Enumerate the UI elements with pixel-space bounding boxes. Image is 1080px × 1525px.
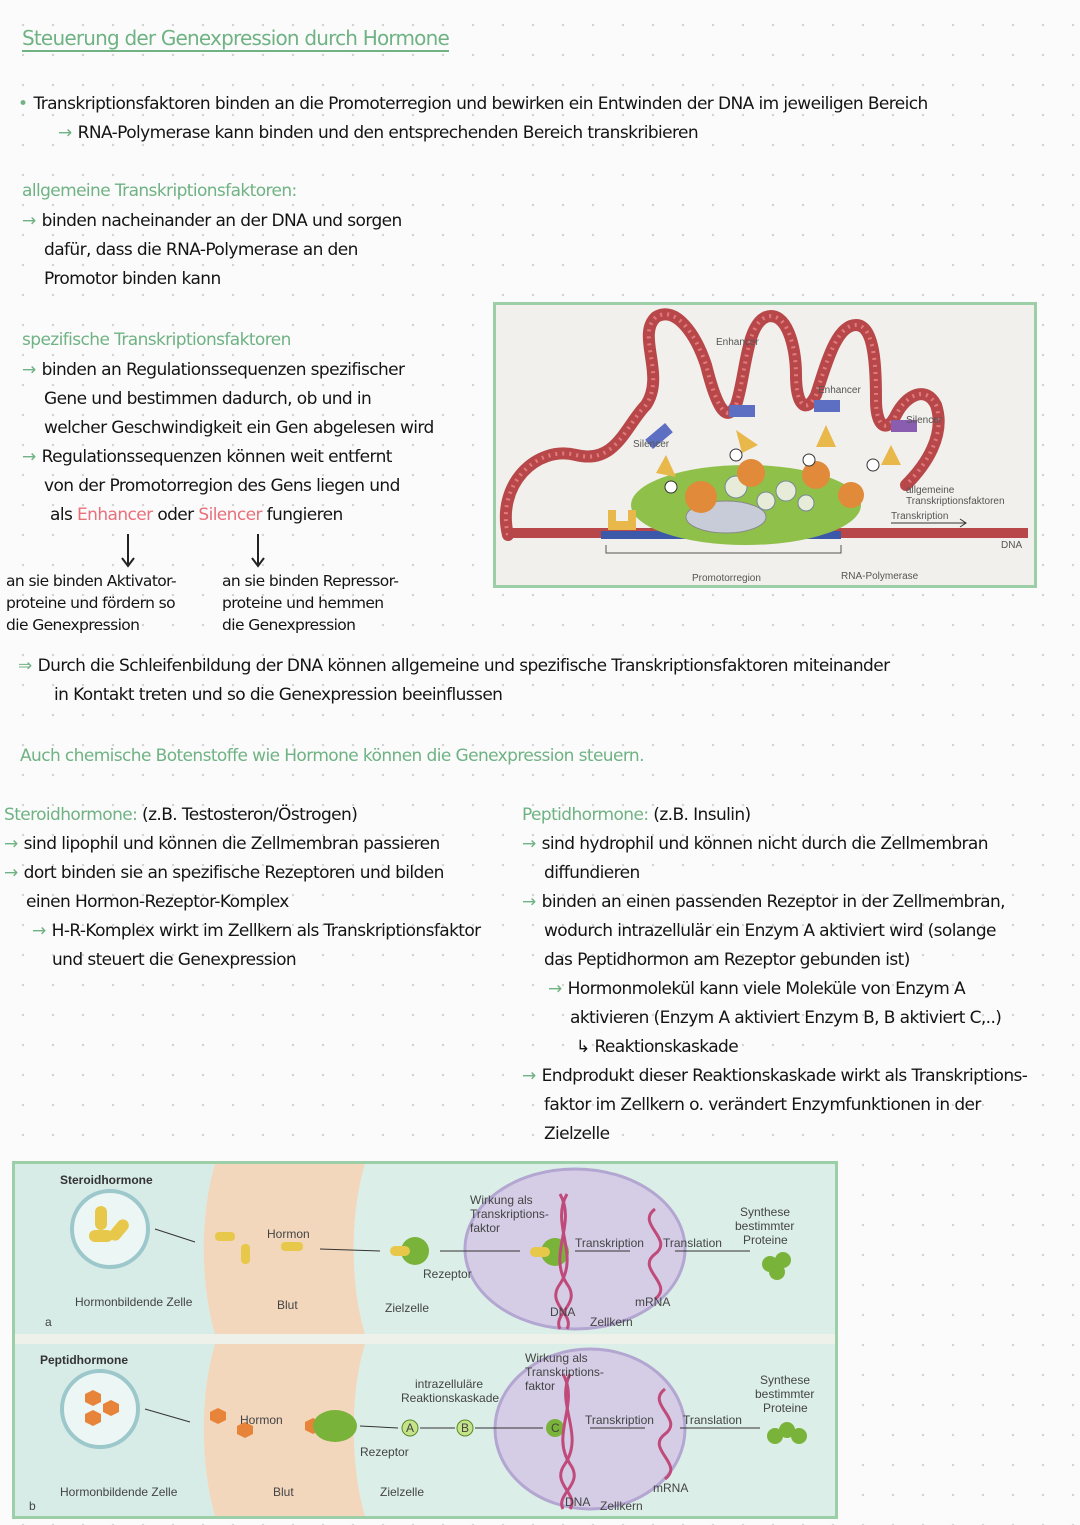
label-intrazellulaere: intrazelluläre <box>415 1377 484 1391</box>
label-hormonbildende-b: Hormonbildende Zelle <box>60 1485 178 1499</box>
label-blut-b: Blut <box>273 1485 294 1499</box>
intro-line-2: → RNA-Polymerase kann binden und den entsprechenden Bereich transkribieren <box>58 123 699 143</box>
hormone-figure <box>12 1161 838 1519</box>
label-wirkung-b-1: Wirkung als <box>525 1351 588 1365</box>
label-reaktionskaskade: Reaktionskaskade <box>401 1391 500 1405</box>
repressor-note: an sie binden Repressor- proteine und hemmen die Genexpression <box>222 572 399 634</box>
label-enzym-c: C <box>551 1421 560 1435</box>
label-transkription: Transkription <box>891 511 949 522</box>
silencer-word: Silencer <box>198 505 262 525</box>
enhancer-segment-2 <box>814 400 840 412</box>
label-promotorregion: Promotorregion <box>692 573 761 584</box>
label-letter-a: a <box>45 1315 52 1329</box>
label-hormon-a: Hormon <box>267 1227 310 1241</box>
label-transkription-b: Transkription <box>585 1413 654 1427</box>
label-zielzelle-a: Zielzelle <box>385 1301 430 1315</box>
label-transkription-a: Transkription <box>575 1236 644 1250</box>
conclusion: ⇒ Durch die Schleifenbildung der DNA können allgemeine und spezifische Transkriptionsfaktoren miteinander in Kontakt treten und so die Genexpression beeinflussen <box>18 656 890 705</box>
enhancer-segment-1 <box>729 405 755 417</box>
label-mrna-a: mRNA <box>635 1295 671 1309</box>
label-rezeptor-b: Rezeptor <box>360 1445 409 1459</box>
label-peptidhormone: Peptidhormone <box>40 1353 129 1367</box>
allgemein-heading: allgemeine Transkriptionsfaktoren: <box>22 181 297 201</box>
peptid-section: Peptidhormone: (z.B. Insulin) → sind hydrophil und können nicht durch die Zellmembran diffundieren → binden an einen passenden Rezeptor in der Zellmembran, wodurch intrazellulär ein Enzym A aktiviert wird (solange das Peptidhormon am Rezeptor gebunden ist) → Hormonmolekül kann viele Moleküle von Enzym A aktivieren (Enzym A aktiviert Enzym B, B aktiviert C,..) ↳ Reaktionskaskade → Endprodukt dieser Reaktionskaskade wirkt als Transkriptions- faktor im Zellkern o. verändert Enzymfunktionen in der Zielzelle <box>522 805 1028 1144</box>
label-silencer-1: Silencer <box>633 439 670 450</box>
label-wirkung-b-3: faktor <box>525 1379 556 1393</box>
intro-line-1: • Transkriptionsfaktoren binden an die Promoterregion und bewirken ein Entwinden der DNA im jeweiligen Bereich <box>18 94 928 114</box>
label-hormonbildende-a: Hormonbildende Zelle <box>75 1295 193 1309</box>
label-wirkung-a-1: Wirkung als <box>470 1193 533 1207</box>
label-allgemeine-1: allgemeine <box>906 485 955 496</box>
label-zielzelle-b: Zielzelle <box>380 1485 425 1499</box>
label-synthese-a-1: Synthese <box>740 1205 791 1219</box>
aktivator-note: an sie binden Aktivator- proteine und fördern so die Genexpression <box>6 572 176 634</box>
label-letter-b: b <box>29 1499 36 1513</box>
label-mrna-b: mRNA <box>653 1481 689 1495</box>
label-synthese-b-1: Synthese <box>760 1373 811 1387</box>
steroid-section: Steroidhormone: (z.B. Testosteron/Östrogen) → sind lipophil und können die Zellmembran passieren → dort binden sie an spezifische Rezeptoren und bilden einen Hormon-Rezeptor-Komplex → H-R-Komplex wirkt im Zellkern als Transkriptionsfaktor und steuert die Genexpression <box>4 805 481 970</box>
activator-protein <box>608 510 636 530</box>
label-wirkung-b-2: Transkriptions- <box>525 1365 604 1379</box>
label-silencer-2: Silencer <box>906 415 943 426</box>
label-enzym-b: B <box>461 1421 470 1435</box>
label-dna: DNA <box>1001 540 1023 551</box>
label-zellkern-a: Zellkern <box>590 1315 633 1329</box>
label-rezeptor-a: Rezeptor <box>423 1267 472 1281</box>
label-synthese-a-3: Proteine <box>743 1233 788 1247</box>
label-hormon-b: Hormon <box>240 1413 283 1427</box>
steroid-heading: Steroidhormone: <box>4 805 138 825</box>
label-synthese-b-3: Proteine <box>763 1401 808 1415</box>
dna-loop-figure <box>493 302 1037 588</box>
down-arrows <box>110 532 280 572</box>
spezifisch-text: → binden an Regulationssequenzen spezifischer Gene und bestimmen dadurch, ob und in welcher Geschwindigkeit ein Gen abgelesen wird → Regulationssequenzen können weit entfernt von der Promotorregion des Gens liegen und als Enhancer oder Silencer fungieren <box>22 360 434 525</box>
label-wirkung-a-3: faktor <box>470 1221 501 1235</box>
allgemein-text: → binden nacheinander an der DNA und sorgen dafür, dass die RNA-Polymerase an den Promotor binden kann <box>22 211 402 289</box>
hormone-intro: Auch chemische Botenstoffe wie Hormone können die Genexpression steuern. <box>20 746 644 766</box>
enhancer-word: Enhancer <box>77 505 153 525</box>
peptid-heading: Peptidhormone: <box>522 805 649 825</box>
label-synthese-b-2: bestimmter <box>755 1387 815 1401</box>
label-dna-b: DNA <box>565 1495 591 1509</box>
label-enzym-a: A <box>406 1421 415 1435</box>
label-rna-polymerase: RNA-Polymerase <box>841 571 919 582</box>
label-translation-b: Translation <box>683 1413 742 1427</box>
page-title: Steuerung der Genexpression durch Hormone <box>22 26 449 50</box>
label-steroidhormone: Steroidhormone <box>60 1173 153 1187</box>
spezifisch-heading: spezifische Transkriptionsfaktoren <box>22 330 291 350</box>
label-blut-a: Blut <box>277 1298 298 1312</box>
label-wirkung-a-2: Transkriptions- <box>470 1207 549 1221</box>
label-zellkern-b: Zellkern <box>600 1499 643 1513</box>
label-translation-a: Translation <box>663 1236 722 1250</box>
label-enhancer-2: Enhancer <box>818 385 861 396</box>
label-synthese-a-2: bestimmter <box>735 1219 795 1233</box>
label-dna-a: DNA <box>550 1305 576 1319</box>
label-enhancer-1: Enhancer <box>716 337 759 348</box>
label-allgemeine-2: Transkriptionsfaktoren <box>906 496 1005 507</box>
